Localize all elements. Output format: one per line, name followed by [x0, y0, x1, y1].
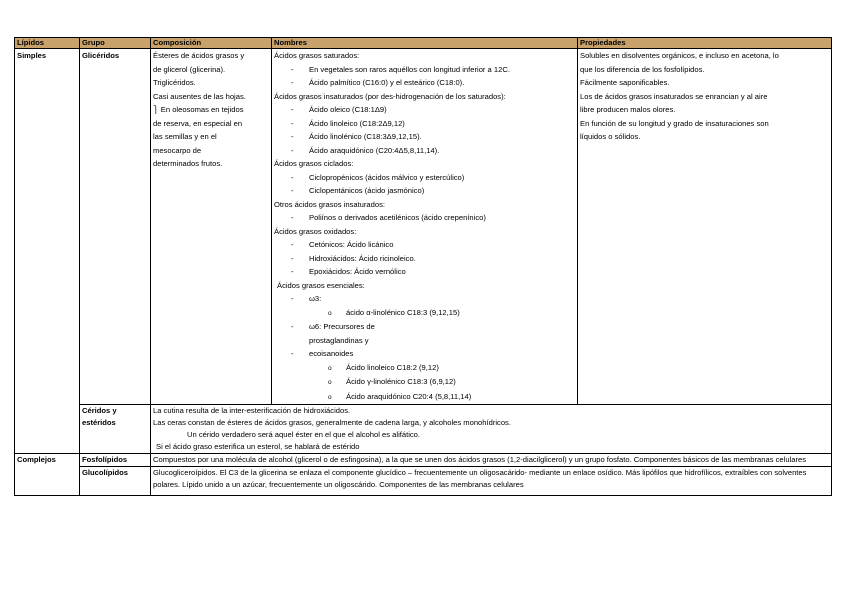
ceridos-line: La cutina resulta de la inter-esterificación de hidroxiácidos. [153, 406, 351, 415]
group-ceridos-line: estéridos [82, 418, 116, 427]
list-item-continuation: prostaglandinas y [309, 335, 369, 345]
list-item: - Ácido araquidónico (C20:4Δ5,8,11,14). [274, 144, 575, 158]
property-line: que los diferencia de los fosfolípidos. [580, 64, 705, 74]
composition-line: Triglicéridos. [153, 78, 196, 87]
group-gliceridos: Glicéridos [80, 49, 151, 405]
property-line: Solubles en disolventes orgánicos, e incluso en acetona, lo [580, 51, 779, 60]
ceridos-line: Un cérido verdadero será aquel éster en el que el alcohol es alifático. [187, 430, 421, 439]
composition-line: Casi ausentes de las hojas. [153, 91, 246, 101]
header-composicion: Composición [151, 38, 272, 49]
list-item: - En vegetales son raros aquéllos con longitud inferior a 12C. [274, 63, 575, 77]
list-item-omega3: - ω3: [274, 292, 575, 306]
fosfolipidos-description [151, 454, 832, 467]
list-item: - Cetónicos: Ácido licánico [274, 238, 575, 252]
group-ceridos-line: Céridos y [82, 406, 117, 415]
properties-gliceridos [578, 49, 832, 405]
sub-list-item: o ácido α-linolénico C18:3 (9,12,15) [274, 306, 575, 321]
ceridos-line: Si el ácido graso esterifica un esterol, se hablará de estérido [156, 442, 360, 451]
sub-list-item: o Ácido araquidónico C20:4 (5,8,11,14) [274, 390, 575, 405]
fosfolipidos-text: Compuestos por una molécula de alcohol (glicerol o de esfingosina), a la que se unen dos ácidos grasos (1,2-diacilglicerol) y un grupo fosfato. Componentes básicos de las membranas celulares [153, 455, 807, 464]
group-glucolipidos: Glucolípidos [80, 467, 151, 496]
composition-line: las semillas y en el [153, 132, 217, 141]
group-ceridos [80, 405, 151, 454]
property-line: libre producen malos olores. [580, 105, 676, 114]
table-row-gliceridos [15, 49, 832, 405]
composition-line: Ésteres de ácidos grasos y [153, 51, 245, 60]
category-complejos: Complejos [15, 454, 80, 496]
section-title-esenciales: Ácidos grasos esenciales: [277, 280, 365, 290]
sub-list-item: o Ácido γ-linolénico C18:3 (6,9,12) [274, 375, 575, 390]
names-gliceridos [272, 49, 578, 405]
ceridos-description [151, 405, 832, 454]
composition-line: ⎫ En oleosomas en tejidos [153, 105, 244, 114]
glucolipidos-description [151, 467, 832, 496]
list-item-omega6: - ω6: Precursores de [274, 320, 575, 334]
list-item: - Ciclopropénicos (ácidos málvico y estercúlico) [274, 171, 575, 185]
table-row-fosfolipidos [15, 454, 832, 467]
header-grupo: Grupo [80, 38, 151, 49]
property-line: Fácilmente saponificables. [580, 78, 670, 87]
list-item: - Poliínos o derivados acetilénicos (ácido crepenínico) [274, 211, 575, 225]
section-title-insaturados: Ácidos grasos insaturados (por des-hidrogenación de los saturados): [274, 91, 506, 101]
header-nombres: Nombres [272, 38, 578, 49]
list-item: - Ciclopentánicos (ácido jasmónico) [274, 184, 575, 198]
ceridos-line: Las ceras constan de ésteres de ácidos grasos, generalmente de cadena larga, y alcoholes monohídricos. [153, 418, 511, 427]
composition-line: de reserva, en especial en [153, 118, 243, 128]
table-row-ceridos [15, 405, 832, 454]
composition-line: de glicerol (glicerina). [153, 64, 226, 74]
group-fosfolipidos: Fosfolípidos [80, 454, 151, 467]
list-item: - Ácido palmítico (C16:0) y el esteárico (C18:0). [274, 76, 575, 90]
list-item: - Hidroxiácidos: Ácido ricinoleico. [274, 252, 575, 266]
list-item: - Ácido linoleico (C18:2Δ9,12) [274, 117, 575, 131]
glucolipidos-text: Glucogliceroípidos. El C3 de la glicerina se enlaza el componente glucídico – frecuentemente un oligosacárido- mediante un enlace osídico. Más lipófilos que hidrofílicos, extraíbles con solventes polares. Lípido unido a un azúcar, frecuentemente un oligoscárido. Componentes de las membranas celulares [153, 468, 807, 489]
section-title-oxidados: Ácidos grasos oxidados: [274, 226, 357, 236]
list-item: - Ácido oleico (C18:1Δ9) [274, 103, 575, 117]
lipids-table [14, 37, 832, 496]
composition-gliceridos [151, 49, 272, 405]
category-simples: Simples [15, 49, 80, 454]
sub-list-item: o Ácido linoleico C18:2 (9,12) [274, 361, 575, 376]
table-row-glucolipidos [15, 467, 832, 496]
section-title-otros: Otros ácidos grasos insaturados: [274, 199, 386, 209]
header-row [15, 38, 832, 49]
composition-line: mesocarpo de [153, 145, 202, 155]
header-propiedades: Propiedades [578, 38, 832, 49]
property-line: En función de su longitud y grado de insaturaciones son [580, 118, 769, 128]
property-line: Los de ácidos grasos insaturados se enrancian y al aire [580, 91, 768, 101]
list-item: - Ácido linolénico (C18:3Δ9,12,15). [274, 130, 575, 144]
list-item-eicosanoides: - ecoisanoides [274, 347, 575, 361]
composition-line: determinados frutos. [153, 159, 223, 168]
list-item: - Epoxiácidos: Ácido vernólico [274, 265, 575, 279]
property-line: líquidos o sólidos. [580, 132, 641, 141]
section-title-saturados: Ácidos grasos saturados: [274, 51, 360, 60]
section-title-ciclados: Ácidos grasos ciclados: [274, 159, 354, 168]
header-lipidos: Lípidos [15, 38, 80, 49]
